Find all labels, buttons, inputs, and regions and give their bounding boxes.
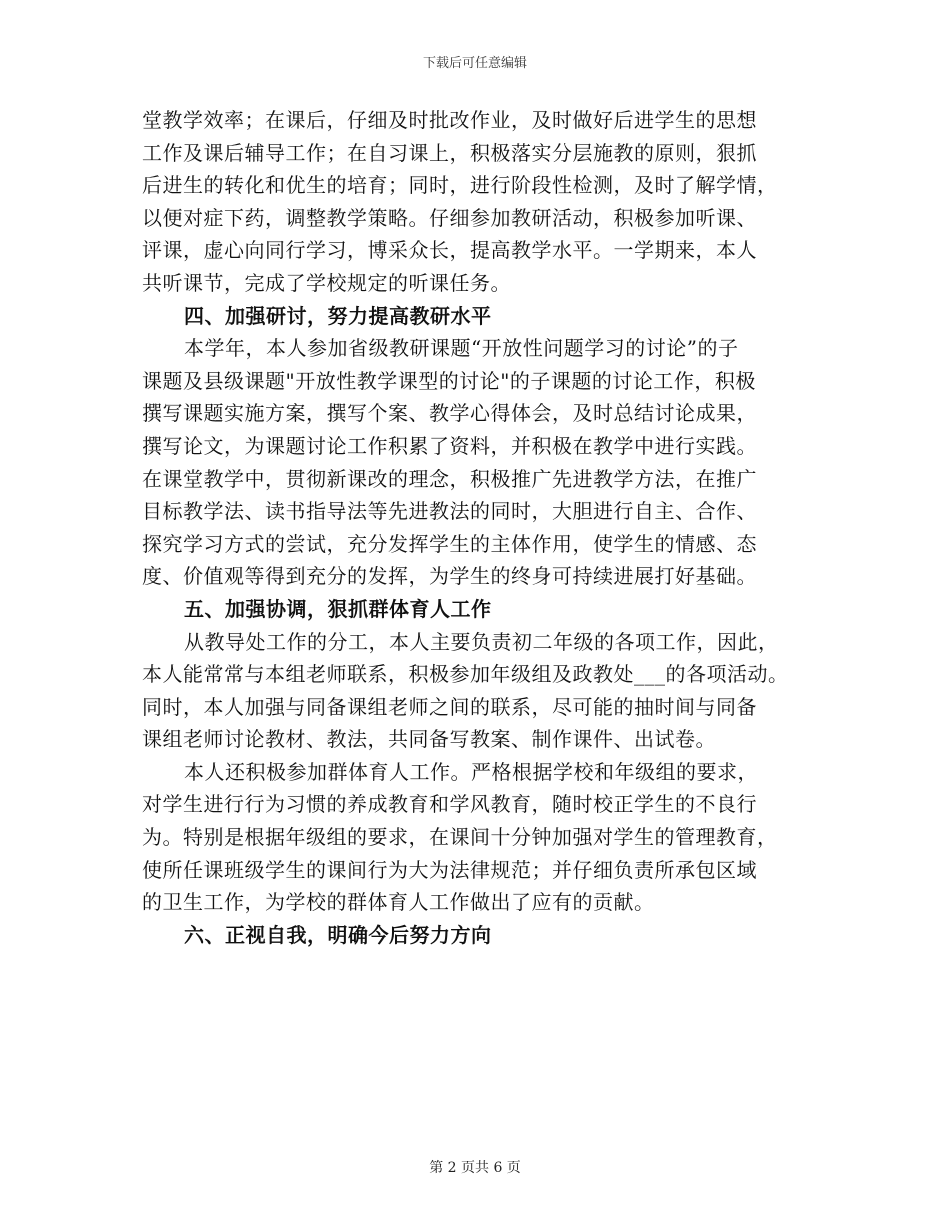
body-line: 后进生的转化和优生的培育；同时，进行阶段性检测，及时了解学情， [142, 173, 778, 198]
body-line: 撰写课题实施方案，撰写个案、教学心得体会，及时总结讨论成果， [142, 401, 757, 426]
body-line: 探究学习方式的尝试，充分发挥学生的主体作用，使学生的情感、态 [142, 531, 757, 556]
body-line: 同时，本人加强与同备课组老师之间的联系，尽可能的抽时间与同备 [142, 694, 757, 719]
page-number-footer: 第 2 页共 6 页 [429, 1160, 521, 1176]
body-line: 以便对症下药，调整教学策略。仔细参加教研活动，积极参加听课、 [142, 205, 757, 230]
body-line: 对学生进行行为习惯的养成教育和学风教育，随时校正学生的不良行 [142, 792, 757, 817]
body-line: 为。特别是根据年级组的要求，在课间十分钟加强对学生的管理教育， [142, 825, 778, 850]
paragraph-first-line: 从教导处工作的分工，本人主要负责初二年级的各项工作，因此， [184, 629, 779, 654]
body-line: 撰写论文，为课题讨论工作积累了资料，并积极在教学中进行实践。 [142, 433, 757, 458]
page-header-note: 下载后可任意编辑 [422, 56, 527, 71]
paragraph-first-line: 本人还积极参加群体育人工作。严格根据学校和年级组的要求， [184, 759, 758, 784]
body-line: 工作及课后辅导工作；在自习课上，积极落实分层施教的原则，狠抓 [142, 140, 757, 165]
section-heading: 五、加强协调，狠抓群体育人工作 [184, 596, 492, 621]
body-line: 使所任课班级学生的课间行为大为法律规范；并仔细负责所承包区域 [142, 857, 757, 882]
body-line: 在课堂教学中，贯彻新课改的理念，积极推广先进教学方法，在推广 [142, 466, 757, 491]
body-line: 度、价值观等得到充分的发挥，为学生的终身可持续进展打好基础。 [142, 564, 757, 589]
document-body [142, 104, 822, 951]
section-heading: 六、正视自我，明确今后努力方向 [184, 922, 492, 947]
body-line: 评课，虚心向同行学习，博采众长，提高教学水平。一学期来，本人 [142, 238, 757, 263]
body-line: 目标教学法、读书指导法等先进教法的同时，大胆进行自主、合作、 [142, 499, 757, 524]
section-heading: 四、加强研讨，努力提高教研水平 [184, 303, 492, 328]
body-line: 共听课节，完成了学校规定的听课任务。 [142, 270, 511, 295]
body-line: 堂教学效率；在课后，仔细及时批改作业，及时做好后进学生的思想 [142, 108, 757, 132]
paragraph-first-line: 本学年，本人参加省级教研课题“开放性问题学习的讨论”的子 [184, 336, 739, 361]
body-line: 的卫生工作，为学校的群体育人工作做出了应有的贡献。 [142, 890, 655, 915]
body-line: 本人能常常与本组老师联系，积极参加年级组及政教处___的各项活动。 [142, 662, 789, 687]
body-line: 课组老师讨论教材、教法，共同备写教案、制作课件、出试卷。 [142, 727, 716, 752]
body-line: 课题及县级课题"开放性教学课型的讨论"的子课题的讨论工作，积极 [142, 368, 756, 393]
